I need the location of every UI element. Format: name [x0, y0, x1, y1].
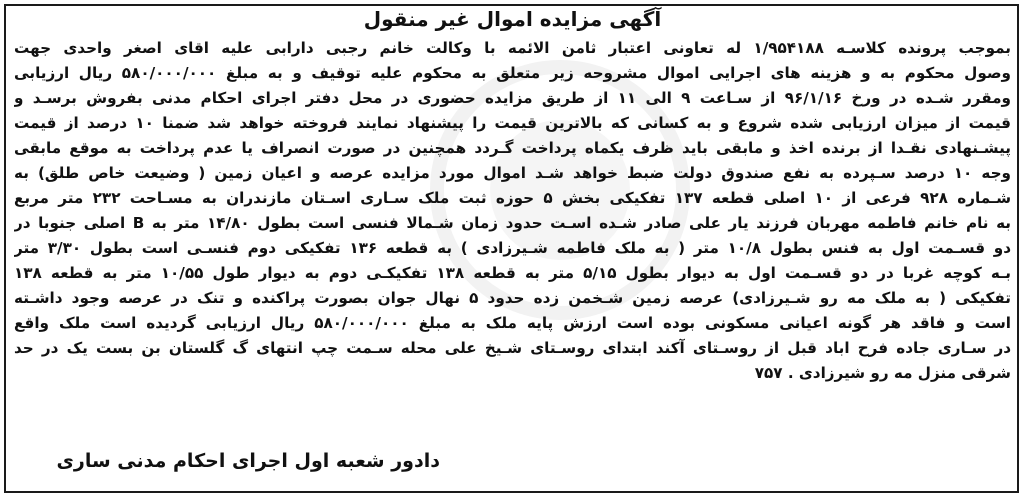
notice-line: به نام خانم فاطمه مهربان فرزند یار علی صادر شـده اسـت حدود زمان شـمالا فنسی است بطول ۱۴/۸۰ متر به B اصلی جنوبا در — [14, 214, 1011, 232]
notice-line: تفکیکی ( به ملک مه رو شـیرزادی) عرصه زمین شـخمن زده حدود ۵ نهال جوان بصورت پراکنده و تنک در عرصه وجود داشـته — [14, 289, 1011, 307]
notice-line: وجه ۱۰ درصد سـپرده به نفع صندوق دولت ضبط خواهد شـد اموال مورد مزایده عرصه و اعیان زمین ( وضیعت خاص طلق) به — [14, 164, 1011, 182]
notice-line: وصول محکوم به و هزینه های اجرایی اموال مشروحه زیر متعلق به محکوم علیه توقیف و به مبلغ ۵۸۰/۰۰۰/۰۰۰ ریال ارزیابی — [14, 64, 1011, 82]
notice-line: قیمت از میزان ارزیابی شده شروع و به کسانی که بالاترین قیمت را پیشنهاد نمایند فروخته خواهد شد ضمنا ۱۰ درصد از قیمت — [14, 114, 1011, 132]
notice-line: شـماره ۹۲۸ فرعی از ۱۰ اصلی قطعه ۱۳۷ تفکیکی بخش ۵ حوزه ثبت ملک سـاری اسـتان مازندران به مسـاحت ۲۳۲ متر مربع — [14, 189, 1011, 207]
notice-signature: دادور شعبه اول اجرای احکام مدنی ساری — [56, 450, 440, 472]
notice-line: ومقرر شـده در ورخ ۹۶/۱/۱۶ از سـاعت ۹ الی ۱۱ از طریق مزایده حضوری در محل دفتر اجرای احکام مدنی بفروش برسـد و — [14, 89, 1011, 107]
notice-line: پیشـنهادی نقـدا از برنده اخذ و مابقی باید ظرف یکماه پرداخت گـردد همچنین در صورت انصراف یا عدم پرداخت به موقع مابقی — [14, 139, 1011, 157]
notice-line: شرقی منزل مه رو شیرزادی . ۷۵۷ — [754, 364, 1011, 382]
notice-line: بـه کوچه غربا در دو قسـمت اول به دیوار بطول ۵/۱۵ متر به قطعه ۱۳۸ تفکیکـی دوم به دیوار طول ۱۰/۵۵ متر به قطعه ۱۳۸ — [14, 264, 1011, 282]
notice-body — [14, 36, 1011, 386]
notice-line: در سـاری جاده فرح اباد قبل از روسـتای آکند ابتدای روسـتای شـیخ علی محله سـمت چپ انتهای گ گلستان بن بست یک در حد — [14, 339, 1011, 357]
notice-line: دو قسـمت اول به فنس بطول ۱۰/۸ متر ( به ملک فاطمه شـیرزادی ) به قطعه ۱۳۶ تفکیکی دوم فنسـی است بطول ۳/۳۰ متر — [14, 239, 1011, 257]
notice-line: است و فاقد هر گونه اعیانی مسکونی بوده است ارزش پایه ملک به مبلغ ۵۸۰/۰۰۰/۰۰۰ ریال ارزیابی گردیده است ملک واقع — [14, 314, 1011, 332]
notice-line: بموجب پرونده کلاسـه ۱/۹۵۴۱۸۸ له تعاونی اعتبار ثامن الائمه با وکالت خانم رجبی دارابی علیه اقای اصغر واحدی جهت — [14, 39, 1011, 57]
notice-title: آگهی مزایده اموال غیر منقول — [363, 7, 662, 31]
